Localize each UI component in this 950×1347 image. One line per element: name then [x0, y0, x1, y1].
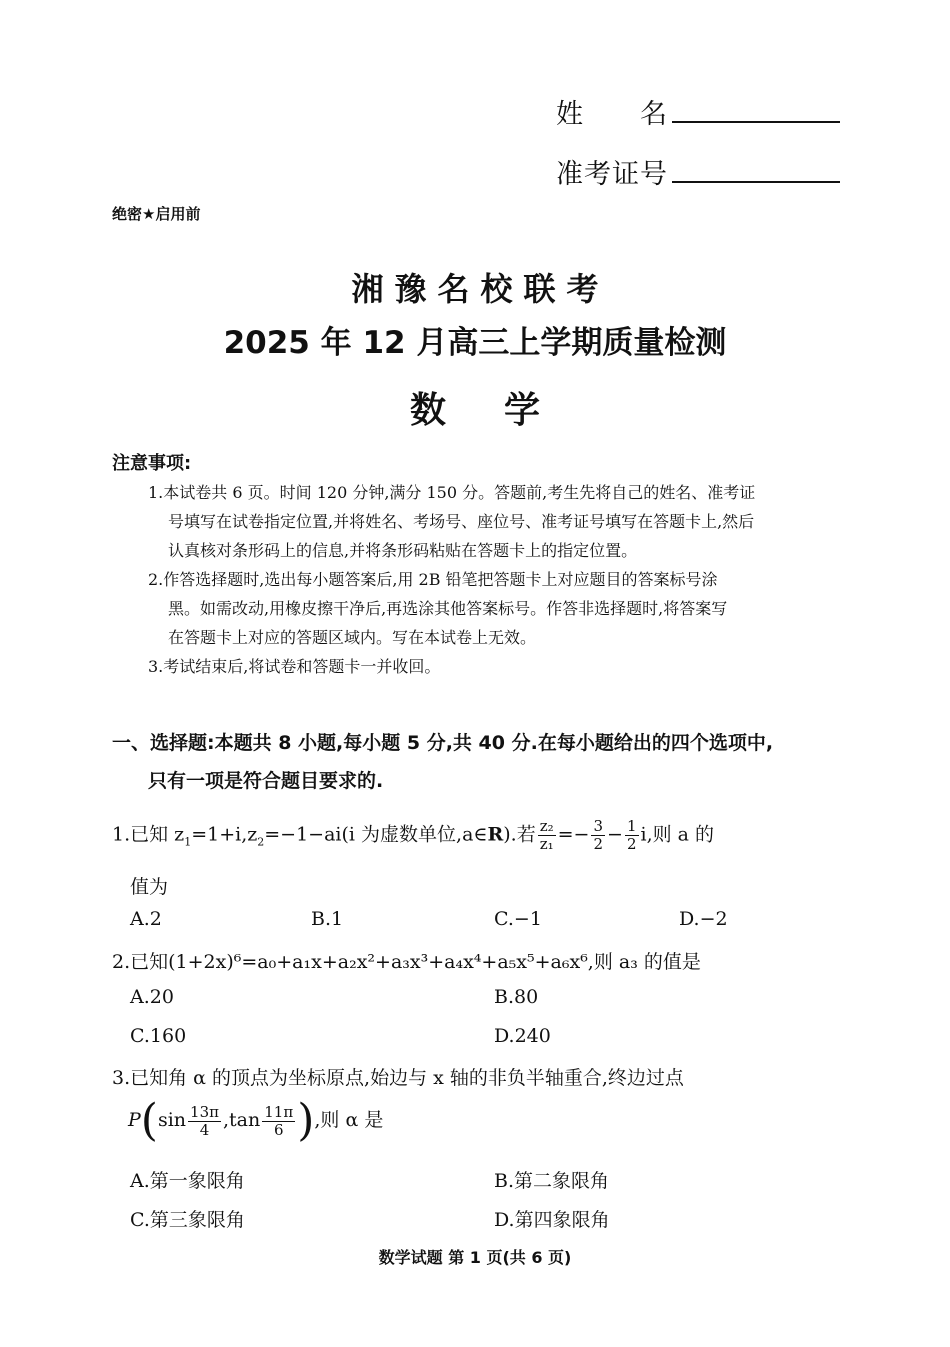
fraction-11pi-6: $\frac{11\pi}{6}$ — [264, 1102, 294, 1139]
q2-option-d[interactable]: D.240 — [494, 1025, 551, 1047]
q1-option-c[interactable]: C.−1 — [494, 908, 542, 930]
exam-id-label: 准考证号 — [556, 159, 668, 190]
section-heading-cont: 只有一项是符合题目要求的. — [148, 770, 384, 792]
note-line: 1.本试卷共 6 页。时间 120 分钟,满分 150 分。答题前,考生先将自己的姓名、准考证 — [148, 483, 756, 502]
q3-option-c[interactable]: C.第三象限角 — [130, 1209, 245, 1231]
note-line: 在答题卡上对应的答题区域内。写在本试卷上无效。 — [168, 628, 537, 647]
q2-option-b[interactable]: B.80 — [494, 986, 539, 1008]
q1-option-a[interactable]: A.2 — [130, 908, 162, 930]
page-footer: 数学试题 第 1 页(共 6 页) — [378, 1248, 572, 1267]
secret-mark: 绝密★启用前 — [112, 205, 201, 223]
note-2 — [148, 565, 727, 652]
q3-option-d[interactable]: D.第四象限角 — [494, 1209, 610, 1231]
fraction-13pi-4: $\frac{13\pi}{4}$ — [190, 1102, 219, 1139]
notes-heading: 注意事项: — [112, 453, 192, 474]
name-blank[interactable] — [672, 95, 840, 123]
question-3: 3.已知角 α 的顶点为坐标原点,始边与 x 轴的非负半轴重合,终边过点 — [112, 1067, 684, 1089]
name-label: 姓 名 — [556, 99, 668, 130]
note-1 — [148, 478, 755, 565]
q3-option-a[interactable]: A.第一象限角 — [130, 1170, 245, 1192]
name-field[interactable] — [556, 92, 840, 131]
exam-title: 湘豫名校联考 — [351, 270, 610, 308]
exam-subtitle: 2025 年 12 月高三上学期质量检测 — [223, 325, 727, 361]
question-1: 1.已知 $z_1=1+i,z_2=-1-ai(i$ 为虚数单位,a∈R).若 $\frac{\text{z₂}}{\text{z₁}}$ =− $\frac{3}{2}$ − $\frac{1}{2}$ i,则 a 的 — [112, 817, 715, 853]
fraction-1-2: $\frac{1}{2}$ — [626, 817, 637, 853]
note-line: 2.作答选择题时,选出每小题答案后,用 2B 铅笔把答题卡上对应题目的答案标号涂 — [148, 570, 718, 589]
q1-option-d[interactable]: D.−2 — [679, 908, 728, 930]
note-line: 黑。如需改动,用橡皮擦干净后,再选涂其他答案标号。作答非选择题时,将答案写 — [168, 599, 728, 618]
q2-option-a[interactable]: A.20 — [130, 986, 174, 1008]
fraction-3-2: $\frac{3}{2}$ — [593, 817, 604, 853]
q3-option-b[interactable]: B.第二象限角 — [494, 1170, 610, 1192]
question-3-point: P(sin $\frac{13\pi}{4}$ ,tan $\frac{11\pi}{6}$ ),则 α 是 — [128, 1095, 384, 1146]
fraction-z2-z1: $\frac{\text{z₂}}{\text{z₁}}$ — [539, 817, 554, 853]
exam-id-blank[interactable] — [672, 155, 840, 183]
section-heading: 一、选择题:本题共 8 小题,每小题 5 分,共 40 分.在每小题给出的四个选项中, — [112, 732, 774, 754]
exam-id-field[interactable] — [556, 152, 840, 191]
subject-title: 数学 — [409, 390, 598, 431]
question-2: 2.已知(1+2x)⁶=a₀+a₁x+a₂x²+a₃x³+a₄x⁴+a₅x⁵+a₆x⁶,则 a₃ 的值是 — [112, 951, 701, 973]
note-line: 号填写在试卷指定位置,并将姓名、考场号、座位号、准考证号填写在答题卡上,然后 — [168, 512, 755, 531]
note-3 — [148, 652, 440, 681]
note-line: 3.考试结束后,将试卷和答题卡一并收回。 — [148, 657, 441, 676]
question-1-cont: 值为 — [130, 876, 169, 898]
q1-option-b[interactable]: B.1 — [311, 908, 344, 930]
note-line: 认真核对条形码上的信息,并将条形码粘贴在答题卡上的指定位置。 — [168, 541, 638, 560]
q2-option-c[interactable]: C.160 — [130, 1025, 187, 1047]
